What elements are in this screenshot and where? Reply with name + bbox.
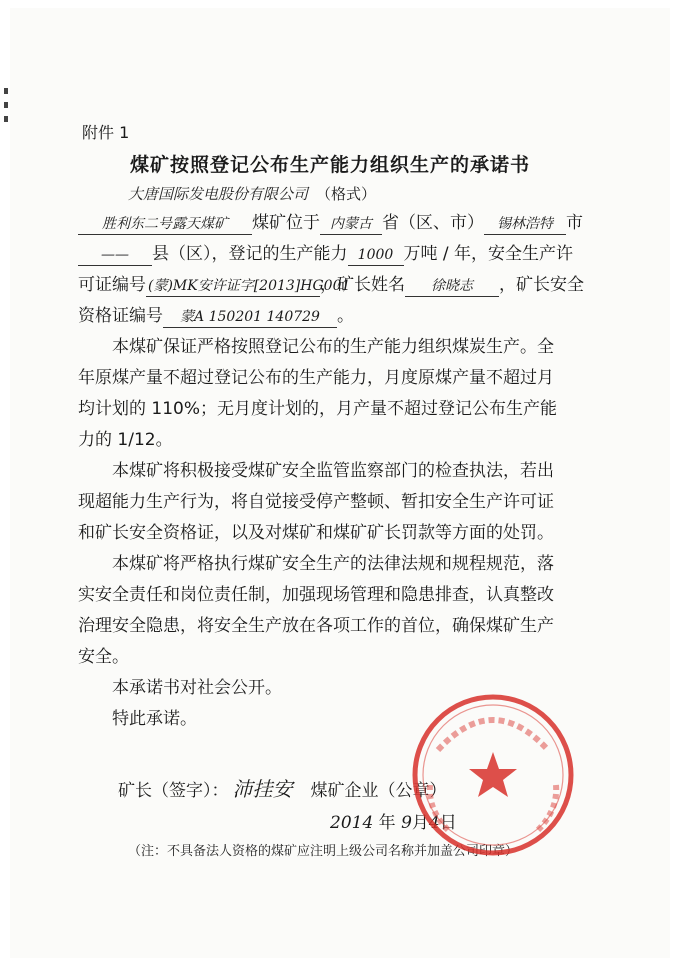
format-label: （格式）: [316, 185, 377, 203]
star-icon: [469, 752, 517, 797]
para1-line1: [78, 332, 618, 363]
text-month: 月: [411, 813, 429, 833]
official-seal: [408, 690, 578, 860]
cert-no-field: 蒙A 150201 140729: [163, 307, 337, 328]
text-province: 省（区、市）: [382, 213, 484, 233]
county-field: ——: [78, 245, 152, 266]
seal-label: 煤矿企业（公章）: [310, 781, 447, 801]
text-year: 年: [378, 813, 396, 833]
capacity-field: 1000: [348, 245, 404, 266]
text-cert: 资格证编号: [78, 306, 163, 326]
director-name-field: 徐晓志: [405, 276, 499, 297]
para3-text-1: 本煤矿将严格执行煤矿安全生产的法律法规和规程规范，落: [112, 554, 554, 574]
scan-edge-marks: [4, 80, 14, 180]
para2-text-1: 本煤矿将积极接受煤矿安全监管监察部门的检查执法，若出: [112, 461, 554, 481]
para3-line4: 安全。: [78, 647, 129, 667]
mine-name-field: 胜利东二号露天煤矿: [78, 214, 252, 235]
body-line-2: [78, 239, 618, 270]
para1-line2: 年原煤产量不超过登记公布的生产能力，月度原煤产量不超过月: [78, 368, 554, 388]
permit-no-field: (蒙)MK安许证字[2013]HG001: [146, 276, 320, 297]
para5-text: 特此承诺。: [112, 709, 197, 729]
company-line: [128, 183, 376, 204]
para4-text: 本承诺书对社会公开。: [112, 678, 282, 698]
body-line-1: [78, 208, 618, 239]
text-county: 县（区），登记的生产能力: [152, 244, 348, 264]
text-capacity-unit: 万吨 / 年，安全生产许: [403, 244, 574, 264]
province-field: 内蒙古: [320, 214, 382, 235]
para2-line3: 和矿长安全资格证，以及对煤矿和煤矿矿长罚款等方面的处罚。: [78, 523, 554, 543]
date-year: 2014: [330, 813, 374, 833]
para3-line3: 治理安全隐患，将安全生产放在各项工作的首位，确保煤矿生产: [78, 616, 554, 636]
date-day: 4: [428, 813, 440, 833]
text-day: 日: [439, 813, 457, 833]
para2-line1: [78, 456, 618, 487]
signature-line: [118, 773, 447, 802]
text-mine-located: 煤矿位于: [252, 213, 320, 233]
city-field: 锡林浩特: [484, 214, 566, 235]
para1-line3: 均计划的 110%；无月度计划的，月产量不超过登记公布生产能: [78, 399, 558, 419]
text-period: 。: [337, 306, 354, 326]
body-line-3: [78, 270, 618, 301]
text-city: 市: [566, 213, 583, 233]
company-handwritten: 大唐国际发电股份有限公司: [128, 185, 309, 203]
para3-line2: 实安全责任和岗位责任制，加强现场管理和隐患排查，认真整改: [78, 585, 554, 605]
para1-text-1: 本煤矿保证严格按照登记公布的生产能力组织煤炭生产。全: [112, 337, 554, 357]
date-month: 9: [401, 813, 412, 833]
footnote: （注：不具备法人资格的煤矿应注明上级公司名称并加盖公司印章）: [128, 844, 519, 859]
document-title: 煤矿按照登记公布生产能力组织生产的承诺书: [130, 154, 531, 176]
body-line-4: [78, 301, 618, 332]
para1-line4: 力的 1/12。: [78, 430, 173, 450]
document-body: [78, 208, 618, 735]
para3-line1: [78, 549, 618, 580]
signature: 沛挂安: [232, 777, 293, 801]
text-director-cert: ，矿长安全: [499, 275, 584, 295]
sign-label: 矿长（签字）：: [118, 781, 229, 801]
attachment-label: 附件 1: [82, 123, 130, 142]
para2-line2: 现超能力生产行为，将自觉接受停产整顿、暂扣安全生产许可证: [78, 492, 554, 512]
text-permit: 可证编号: [78, 275, 146, 295]
text-director: ，矿长姓名: [320, 275, 405, 295]
